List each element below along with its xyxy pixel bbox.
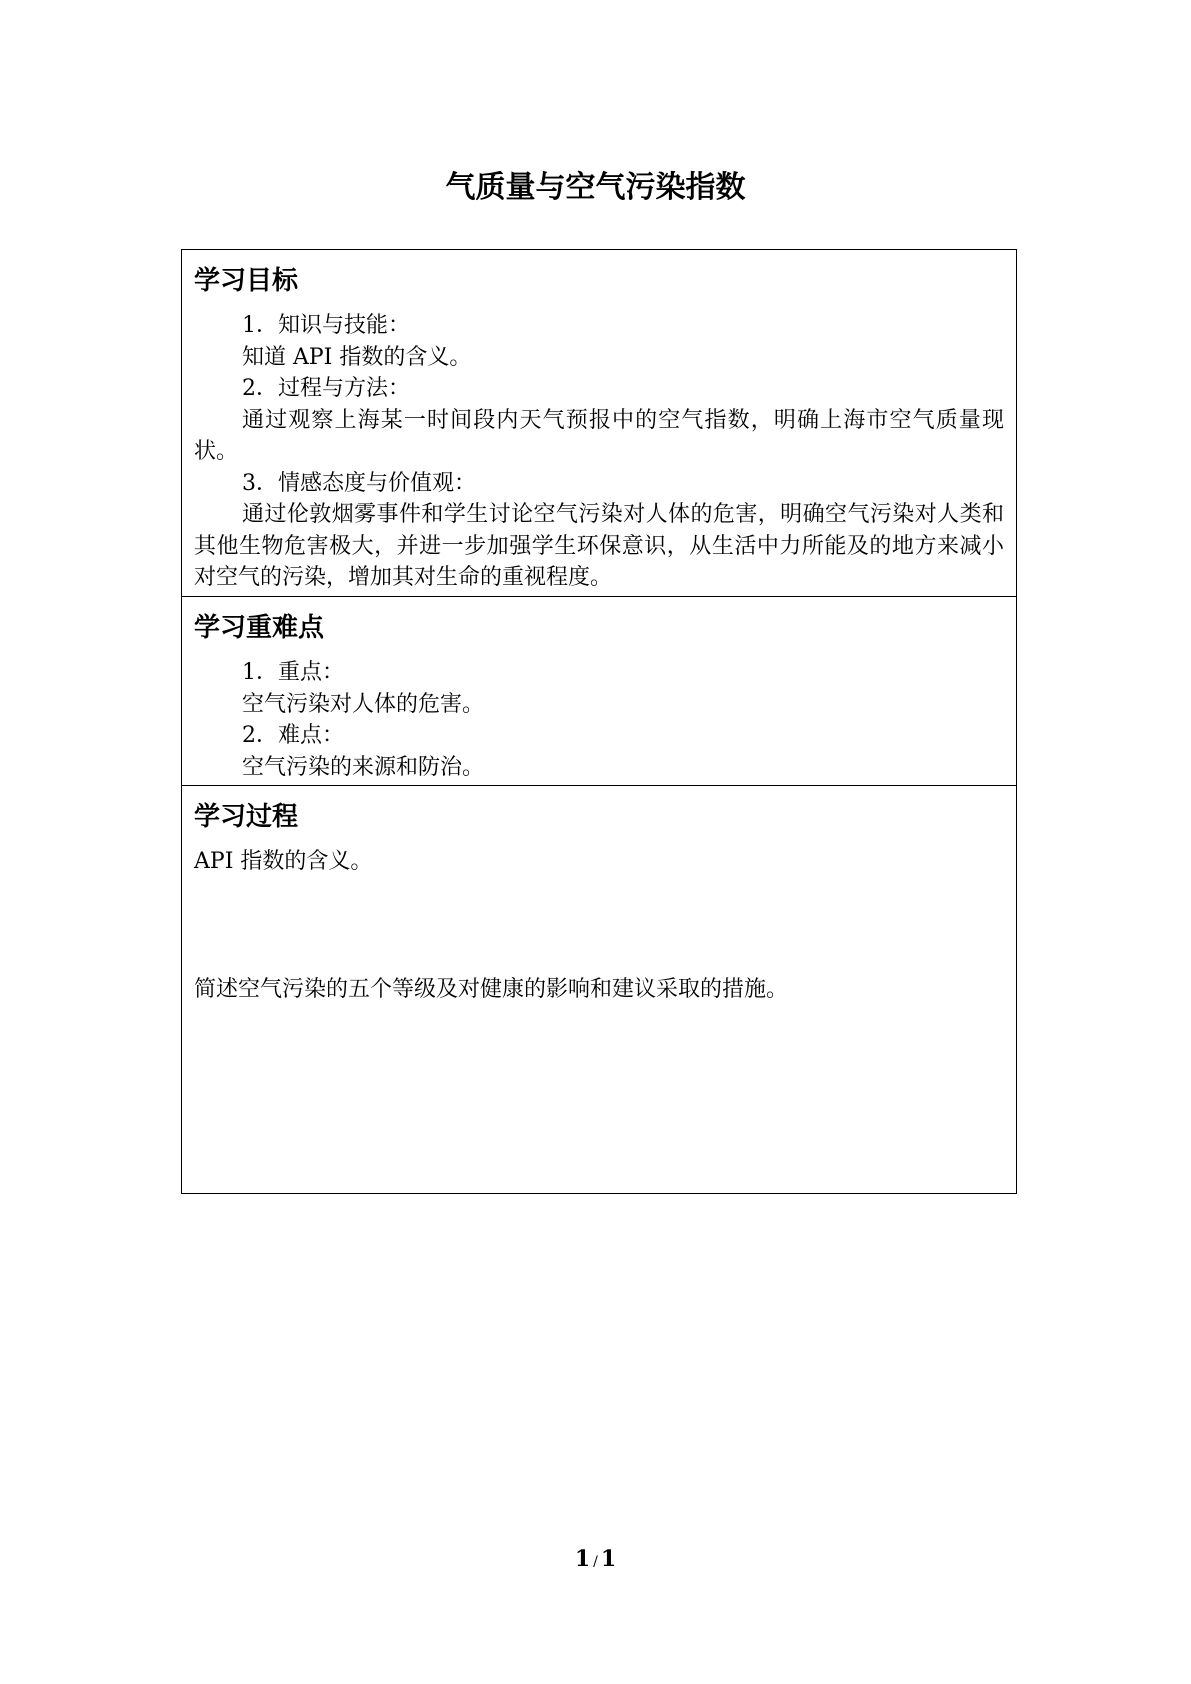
section-learning-process — [182, 786, 1016, 1193]
process-question-2: 简述空气污染的五个等级及对健康的影响和建议采取的措施。 — [194, 976, 789, 1002]
page-number — [0, 1545, 1191, 1576]
keypoint-2-label: 2．难点： — [242, 723, 344, 748]
keypoint-2-text: 空气污染的来源和防治。 — [242, 754, 485, 780]
section-heading-process: 学习过程 — [194, 802, 299, 832]
goal-item-1-label: 1．知识与技能： — [242, 313, 410, 338]
section-learning-goals — [182, 250, 1016, 597]
page-separator: / — [593, 1554, 598, 1570]
goal-item-3-label: 3．情感态度与价值观： — [242, 470, 476, 496]
section-heading-goals: 学习目标 — [194, 266, 299, 296]
process-question-1: API 指数的含义。 — [194, 849, 373, 874]
goal-item-2-text: 通过观察上海某一时间段内天气预报中的空气指数，明确上海市空气质量现状。 — [194, 407, 1004, 464]
section-key-difficult-points — [182, 597, 1016, 786]
answer-space — [194, 878, 1004, 974]
goal-item-3-text: 通过伦敦烟雾事件和学生讨论空气污染对人体的危害，明确空气污染对人类和其他生物危害极大，并进一步加强学生环保意识，从生活中力所能及的地方来减小对空气的污染，增加其对生命的重视程度。 — [194, 502, 1004, 590]
lesson-plan-table — [181, 249, 1017, 1194]
section-heading-keypoints: 学习重难点 — [194, 613, 325, 643]
current-page: 1 — [574, 1546, 591, 1572]
keypoint-1-label: 1．重点： — [242, 660, 344, 685]
keypoint-1-text: 空气污染对人体的危害。 — [242, 691, 485, 717]
total-pages: 1 — [600, 1546, 617, 1572]
goal-item-1-text: 知道 API 指数的含义。 — [242, 344, 472, 370]
document-title: 气质量与空气污染指数 — [445, 170, 746, 205]
goal-item-2-label: 2．过程与方法： — [242, 376, 410, 401]
